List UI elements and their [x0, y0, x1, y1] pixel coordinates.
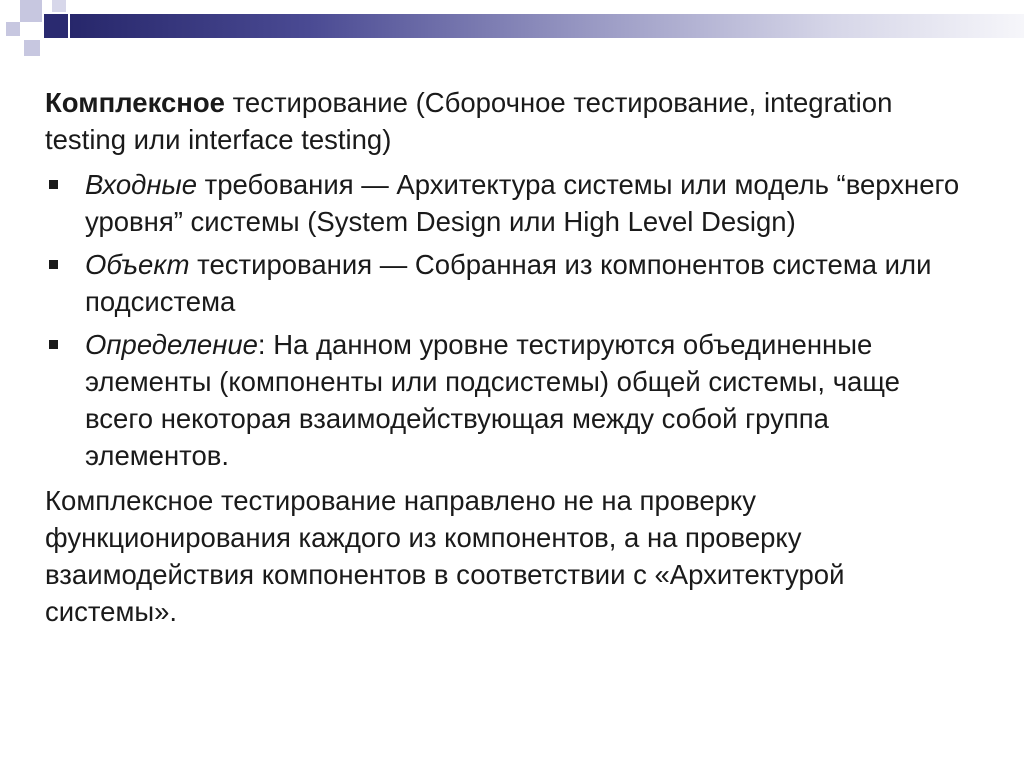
decor-square [24, 40, 40, 56]
bullet-item [45, 166, 975, 240]
conclusion-paragraph: Комплексное тестирование направлено не на проверку функционирования каждого из компонентов, а на проверку взаимодействия компонентов в соответствии с «Архитектурой системы». [45, 485, 845, 627]
decor-square [20, 0, 42, 22]
intro-bold-term: Комплексное [45, 87, 225, 118]
square-bullet-icon [49, 340, 58, 349]
bullet-text: тестирования — Собранная из компонентов система или подсистема [85, 249, 932, 317]
square-bullet-icon [49, 180, 58, 189]
slide-body [45, 84, 975, 638]
decor-square [44, 14, 68, 38]
square-bullet-icon [49, 260, 58, 269]
bullet-item [45, 326, 975, 474]
decor-square [52, 0, 66, 12]
intro-paragraph [45, 84, 975, 158]
bullet-item [45, 246, 975, 320]
intro-text: тестирование (Сборочное тестирование, integration testing или interface testing) [45, 87, 893, 155]
bullet-term: Определение [85, 329, 258, 360]
bullet-list [45, 166, 975, 474]
bullet-term: Объект [85, 249, 190, 280]
header-gradient-band [70, 14, 1024, 38]
bullet-term: Входные [85, 169, 198, 200]
bullet-text: : На данном уровне тестируются объединенные элементы (компоненты или подсистемы) общей системы, чаще всего некоторая взаимодействующая между собой группа элементов. [85, 329, 900, 471]
bullet-text: требования — Архитектура системы или модель “верхнего уровня” системы (System Design или High Level Design) [85, 169, 960, 237]
decor-square [6, 22, 20, 36]
